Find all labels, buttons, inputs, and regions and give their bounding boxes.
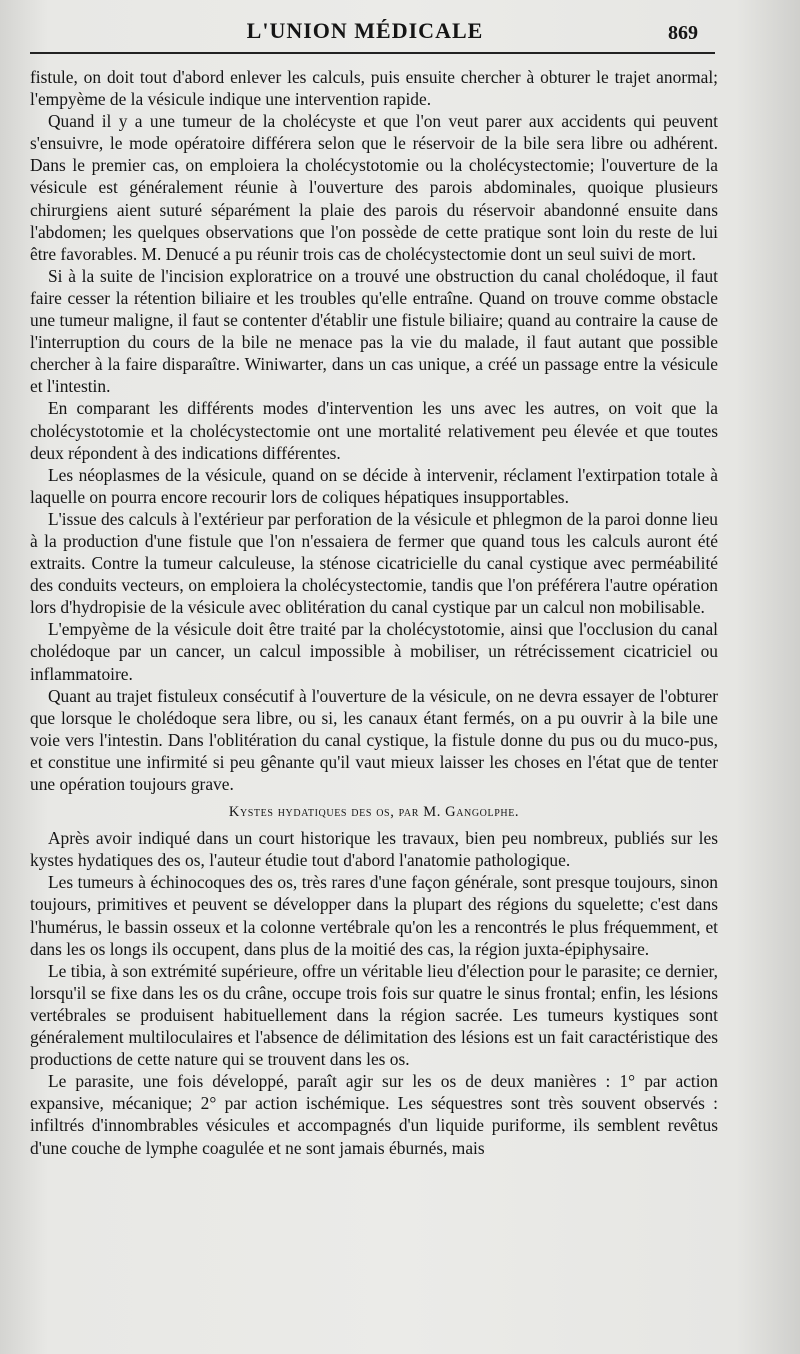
section-title: Kystes hydatiques des os, par M. Gangolphe. [228,804,520,821]
paragraph: Le parasite, une fois développé, paraît agir sur les os de deux manières : 1° par action expansive, mécanique; 2° par action ischémique. Les séquestres sont très souvent observés : infiltrés d'innombrables vésicules et accompagnés d'un liquide puriforme, ils semblent revêtus d'une couche de lymphe coagulée et ne sont jamais éburnés, mais [30,1071,718,1158]
paragraph: Quand il y a une tumeur de la cholécyste et que l'on veut parer aux accidents qui peuvent s'ensuivre, le mode opératoire différera selon que le réservoir de la bile sera libre ou adhérent. Dans le premier cas, on emploiera la cholécystotomie ou la cholécystectomie; l'ouverture de la vésicule est généralement réunie à l'ouverture des parois abdominales, quoique plusieurs chirurgiens aient suturé séparément la plaie des parois du réservoir abandonné ensuite dans l'abdomen; les quelques observations que l'on possède de cette pratique sont loin du reste de lui être favorables. M. Denucé a pu réunir trois cas de cholécystectomie dont un seul suivi de mort. [30,111,718,264]
paragraph: Les néoplasmes de la vésicule, quand on se décide à intervenir, réclament l'extirpation totale à laquelle on pourra encore recourir lors de coliques hépatiques insupportables. [30,464,718,507]
paragraph: Quant au trajet fistuleux consécutif à l'ouverture de la vésicule, on ne devra essayer de l'obturer que lorsque le cholédoque sera libre, ou si, les canaux étant fermés, on a pu ouvrir à la bile une voie vers l'intestin. Dans l'oblitération du canal cystique, la fistule donne du pus ou du muco-pus, et constitue une infirmité si peu gênante qu'il vaut mieux laisser les choses en l'état que de tenter une opération toujours grave. [30,685,718,794]
page-header [0,14,800,50]
paragraph: fistule, on doit tout d'abord enlever les calculs, puis ensuite chercher à obturer le trajet anormal; l'empyème de la vésicule indique une intervention rapide. [30,67,718,110]
paragraph: L'empyème de la vésicule doit être traité par la cholécystotomie, ainsi que l'occlusion du canal cholédoque par un cancer, un calcul impossible à mobiliser, un rétrécissement cicatriciel ou inflammatoire. [30,619,718,684]
running-title: L'UNION MÉDICALE [246,18,484,43]
header-rule [30,52,715,54]
paragraph: Les tumeurs à échinocoques des os, très rares d'une façon générale, sont presque toujours, sinon toujours, primitives et peuvent se développer dans la plupart des régions du squelette; c'est dans l'humérus, le bassin osseux et la colonne vertébrale qu'on les a rencontrés le plus fréquemment, et dans les os longs ils occupent, dans plus de la moitié des cas, la région juxta-épiphysaire. [30,872,718,959]
paragraph: Après avoir indiqué dans un court historique les travaux, bien peu nombreux, publiés sur les kystes hydatiques des os, l'auteur étudie tout d'abord l'anatomie pathologique. [30,828,718,871]
paragraph: Le tibia, à son extrémité supérieure, offre un véritable lieu d'élection pour le parasite; ce dernier, lorsqu'il se fixe dans les os du crâne, occupe trois fois sur quatre le sinus frontal; enfin, les lésions vertébrales se produisent habituellement dans la région sacrée. Les tumeurs kystiques sont généralement multiloculaires et l'absence de délimitation des lésions est un fait caractéristique des productions de cette nature qui se trouvent dans les os. [30,960,718,1070]
paragraph: En comparant les différents modes d'intervention les uns avec les autres, on voit que la cholécystotomie et la cholécystectomie ont une mortalité relativement peu élevée et que toutes deux répondent à des indications différentes. [30,398,718,463]
paragraph: L'issue des calculs à l'extérieur par perforation de la vésicule et phlegmon de la paroi donne lieu à la production d'une fistule que l'on n'essaiera de fermer que quand tous les calculs auront été extraits. Contre la tumeur calculeuse, la sténose cicatricielle du canal cystique avec perméabilité des conduits vecteurs, on emploiera la cholécystectomie, tandis que l'on préférera l'autre opération lors d'hydropisie de la vésicule avec oblitération du canal cystique par un calcul non mobilisable. [30,508,718,618]
article-body [30,66,718,1159]
paragraph: Si à la suite de l'incision exploratrice on a trouvé une obstruction du canal cholédoque, il faut faire cesser la rétention biliaire et les troubles qu'elle entraîne. Quand on trouve comme obstacle une tumeur maligne, il faut se contenter d'établir une fistule biliaire; quand au contraire la cause de l'interruption du cours de la bile ne menace pas la vie du malade, il faut autant que possible chercher à la faire disparaître. Winiwarter, dans un cas unique, a créé un passage entre la vésicule et l'intestin. [30,265,718,397]
page-number: 869 [668,22,698,44]
